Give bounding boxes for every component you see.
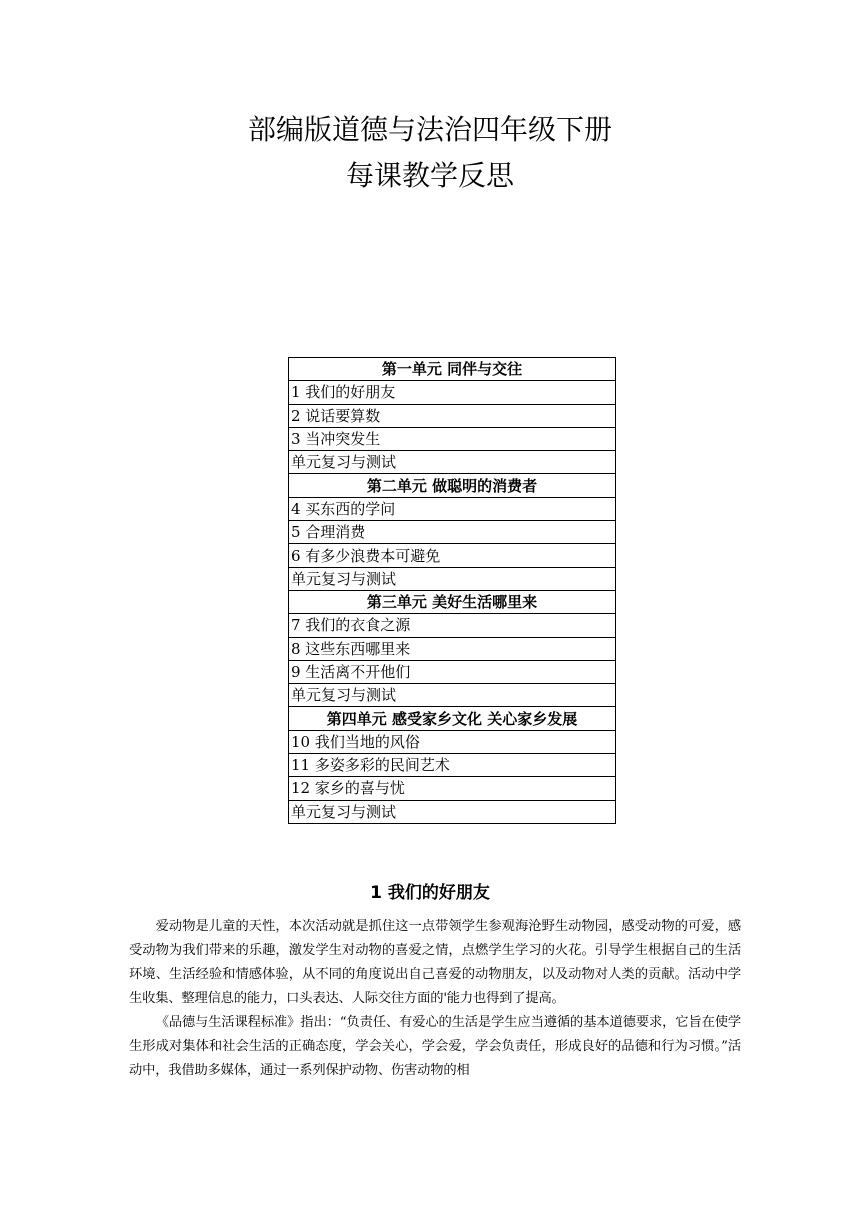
toc-row — [289, 358, 616, 381]
toc-row — [289, 614, 616, 637]
toc-row — [289, 707, 616, 730]
toc-unit-heading: 第四单元 感受家乡文化 关心家乡发展 — [289, 707, 616, 730]
toc-row — [289, 451, 616, 474]
toc-review: 单元复习与测试 — [289, 567, 616, 590]
toc-lesson: 1 我们的好朋友 — [289, 381, 616, 404]
toc-row — [289, 521, 616, 544]
toc-row — [289, 800, 616, 823]
toc-lesson: 12 家乡的喜与忧 — [289, 777, 616, 800]
toc-lesson: 3 当冲突发生 — [289, 427, 616, 450]
toc-row — [289, 544, 616, 567]
toc-lesson: 6 有多少浪费本可避免 — [289, 544, 616, 567]
toc-lesson: 4 买东西的学问 — [289, 497, 616, 520]
toc-lesson: 11 多姿多彩的民间艺术 — [289, 754, 616, 777]
toc-row — [289, 754, 616, 777]
toc-row — [289, 381, 616, 404]
toc-row — [289, 637, 616, 660]
toc-row — [289, 684, 616, 707]
toc-row — [289, 404, 616, 427]
toc-lesson: 7 我们的衣食之源 — [289, 614, 616, 637]
body-paragraph: 《品德与生活课程标准》指出：“负责任、有爱心的生活是学生应当遵循的基本道德要求，它旨在使学生形成对集体和社会生活的正确态度，学会关心，学会爱，学会负责任，形成良好的品德和行为习惯。”活动中，我借助多媒体，通过一系列保护动物、伤害动物的相 — [129, 1015, 741, 1078]
toc-row — [289, 567, 616, 590]
toc-review: 单元复习与测试 — [289, 451, 616, 474]
toc-lesson: 9 生活离不开他们 — [289, 660, 616, 683]
table-of-contents — [288, 357, 616, 824]
toc-review: 单元复习与测试 — [289, 684, 616, 707]
document-subtitle: 每课教学反思 — [345, 159, 514, 192]
toc-lesson: 2 说话要算数 — [289, 404, 616, 427]
toc-row — [289, 427, 616, 450]
toc-lesson: 5 合理消费 — [289, 521, 616, 544]
toc-lesson: 10 我们当地的风俗 — [289, 730, 616, 753]
toc-row — [289, 777, 616, 800]
toc-row — [289, 497, 616, 520]
toc-row — [289, 730, 616, 753]
lesson-heading: 1 我们的好朋友 — [370, 883, 490, 903]
toc-unit-heading: 第一单元 同伴与交往 — [289, 358, 616, 381]
toc-row — [289, 660, 616, 683]
toc-unit-heading: 第二单元 做聪明的消费者 — [289, 474, 616, 497]
toc-unit-heading: 第三单元 美好生活哪里来 — [289, 590, 616, 613]
toc-row — [289, 474, 616, 497]
toc-lesson: 8 这些东西哪里来 — [289, 637, 616, 660]
toc-review: 单元复习与测试 — [289, 800, 616, 823]
lesson-body — [129, 915, 741, 1083]
toc-row — [289, 590, 616, 613]
body-paragraph: 爱动物是儿童的天性，本次活动就是抓住这一点带领学生参观海沧野生动物园，感受动物的可爱，感受动物为我们带来的乐趣，激发学生对动物的喜爱之情，点燃学生学习的火花。引导学生根据自己的生活环境、生活经验和情感体验，从不同的角度说出自己喜爱的动物朋友，以及动物对人类的贡献。活动中学生收集、整理信息的能力，口头表达、人际交往方面的'能力也得到了提高。 — [129, 919, 741, 1006]
document-title: 部编版道德与法治四年级下册 — [247, 113, 612, 146]
